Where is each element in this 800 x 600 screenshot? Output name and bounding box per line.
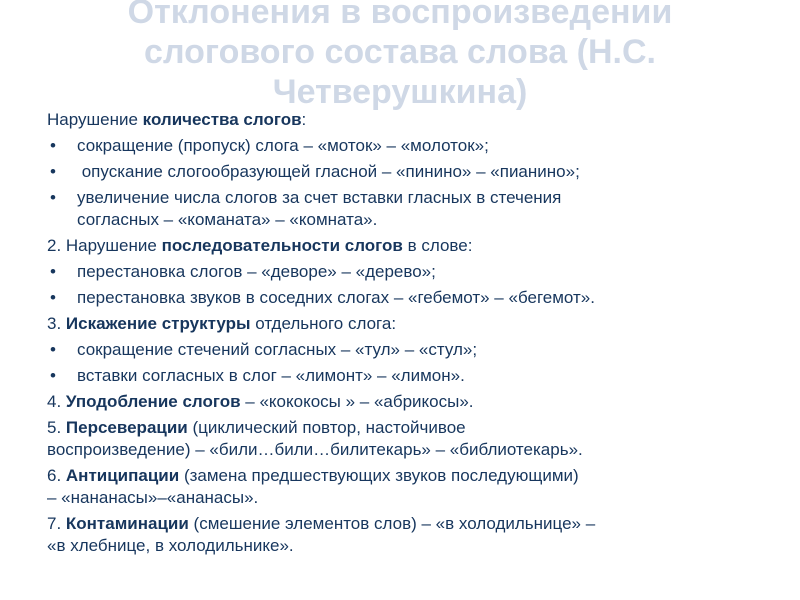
section-5-text-1: (циклический повтор, настойчивое bbox=[187, 418, 466, 437]
list-item-text-wrap bbox=[77, 187, 767, 231]
section-4-heading-bold: Уподобление слогов bbox=[65, 392, 241, 411]
section-6-heading-bold: Антиципации bbox=[65, 466, 180, 485]
section-2-heading-suffix: в слове: bbox=[402, 236, 473, 255]
list-item bbox=[47, 187, 767, 231]
list-item-text: опускание слогообразующей гласной – «пинино» – «пианино»; bbox=[77, 162, 580, 181]
section-1-heading-bold: количества слогов bbox=[142, 110, 302, 129]
section-7-text-1: (смешение элементов слов) – «в холодильнице» – bbox=[188, 514, 596, 533]
section-6-paragraph bbox=[47, 465, 767, 509]
section-4-line bbox=[47, 391, 767, 413]
bullet-icon: • bbox=[50, 188, 56, 207]
bullet-icon: • bbox=[50, 162, 56, 181]
section-1-heading-suffix: : bbox=[301, 110, 307, 129]
bullet-icon: • bbox=[50, 366, 56, 385]
section-1-heading-prefix: Нарушение bbox=[47, 110, 143, 129]
bullet-icon: • bbox=[50, 262, 56, 281]
list-item bbox=[47, 287, 767, 309]
section-2-number: 2. bbox=[47, 236, 66, 255]
list-item bbox=[47, 365, 767, 387]
section-2-heading-prefix: Нарушение bbox=[65, 236, 162, 255]
section-3-heading-suffix: отдельного слога: bbox=[250, 314, 397, 333]
section-3-heading-bold: Искажение структуры bbox=[65, 314, 251, 333]
list-item bbox=[47, 161, 767, 183]
section-7-heading-bold: Контаминации bbox=[65, 514, 189, 533]
section-1-bullet-list bbox=[47, 135, 767, 231]
list-item-text: сокращение стечений согласных – «тул» – «стул»; bbox=[77, 340, 478, 359]
list-item-text: вставки согласных в слог – «лимонт» – «лимон». bbox=[77, 366, 465, 385]
slide-body bbox=[47, 109, 767, 561]
section-3-heading bbox=[47, 313, 767, 335]
section-6-line-1 bbox=[47, 465, 767, 487]
section-5-text-2: воспроизведение) – «били…били…билитекарь» – «библиотекарь». bbox=[47, 440, 583, 459]
section-6-text-2: – «нананасы»–«ананасы». bbox=[47, 488, 259, 507]
section-3-bullet-list bbox=[47, 339, 767, 387]
section-2-heading bbox=[47, 235, 767, 257]
section-5-number: 5. bbox=[47, 418, 66, 437]
list-item bbox=[47, 339, 767, 361]
list-item-text: перестановка слогов – «деворе» – «дерево»; bbox=[77, 262, 436, 281]
bullet-icon: • bbox=[50, 136, 56, 155]
section-7-text-2: «в хлебнице, в холодильнике». bbox=[47, 536, 294, 555]
list-item-text-line-1: увеличение числа слогов за счет вставки гласных в стечения bbox=[77, 188, 562, 207]
section-6-text-1: (замена предшествующих звуков последующими) bbox=[179, 466, 579, 485]
list-item-text-line-2: согласных – «команата» – «комната». bbox=[77, 210, 378, 229]
section-2-bullet-list bbox=[47, 261, 767, 309]
bullet-icon: • bbox=[50, 340, 56, 359]
section-4-number: 4. bbox=[47, 392, 66, 411]
slide-title: Отклонения в воспроизведении слогового состава слова (Н.С. Четверушкина) bbox=[127, 0, 673, 111]
section-6-number: 6. bbox=[47, 466, 66, 485]
list-item-text: перестановка звуков в соседних слогах – «гебемот» – «бегемот». bbox=[77, 288, 595, 307]
bullet-icon: • bbox=[50, 288, 56, 307]
section-7-line-1 bbox=[47, 513, 767, 535]
section-7-number: 7. bbox=[47, 514, 66, 533]
list-item-text: сокращение (пропуск) слога – «моток» – «молоток»; bbox=[77, 136, 489, 155]
list-item bbox=[47, 135, 767, 157]
section-5-heading-bold: Персеверации bbox=[65, 418, 188, 437]
section-2-heading-bold: последовательности слогов bbox=[161, 236, 403, 255]
list-item bbox=[47, 261, 767, 283]
section-4-text: – «кококосы » – «абрикосы». bbox=[240, 392, 474, 411]
section-5-paragraph bbox=[47, 417, 767, 461]
section-1-heading bbox=[47, 109, 767, 131]
section-3-number: 3. bbox=[47, 314, 66, 333]
section-5-line-1 bbox=[47, 417, 767, 439]
section-7-paragraph bbox=[47, 513, 767, 557]
